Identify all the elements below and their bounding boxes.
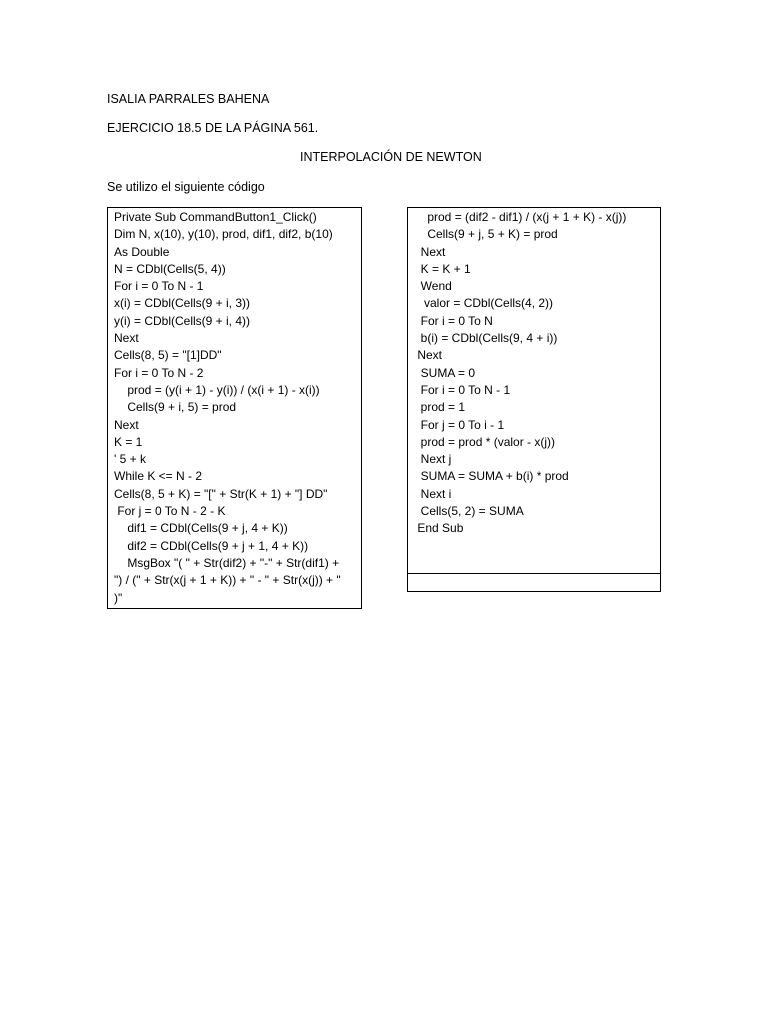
table-divider [408,573,660,574]
code-line: SUMA = SUMA + b(i) * prod [414,469,569,484]
code-line: N = CDbl(Cells(5, 4)) [114,261,226,276]
code-line: dif2 = CDbl(Cells(9 + j + 1, 4 + K)) [114,538,309,553]
code-line: For i = 0 To N - 2 [114,365,204,380]
intro-text: Se utilizo el siguiente código [107,180,265,194]
code-line: Wend [414,279,452,294]
code-line: y(i) = CDbl(Cells(9 + i, 4)) [114,313,251,328]
code-line: For j = 0 To i - 1 [414,417,505,432]
code-line: SUMA = 0 [414,365,476,380]
code-line: K = K + 1 [414,261,471,276]
code-line: MsgBox "( " + Str(dif2) + "-" + Str(dif1) + [114,555,340,570]
code-line: ' 5 + k [114,452,146,467]
code-line: x(i) = CDbl(Cells(9 + i, 3)) [114,296,251,311]
code-line: Next [114,417,139,432]
code-line: prod = prod * (valor - x(j)) [414,434,556,449]
exercise-reference: EJERCICIO 18.5 DE LA PÁGINA 561. [107,121,319,135]
code-lines-right [408,208,660,538]
code-line: For i = 0 To N - 1 [114,279,204,294]
code-line: As Double [114,244,170,259]
code-line: Next [114,331,139,346]
code-line: prod = (dif2 - dif1) / (x(j + 1 + K) - x(j)) [414,210,627,224]
code-line: End Sub [414,521,464,536]
code-line: Dim N, x(10), y(10), prod, dif1, dif2, b(10) [114,227,333,242]
code-line: Next j [414,452,452,467]
code-line: b(i) = CDbl(Cells(9, 4 + i)) [414,331,558,346]
code-line: Cells(5, 2) = SUMA [414,504,524,519]
code-line: prod = 1 [414,400,466,415]
code-line: Cells(9 + i, 5) = prod [114,400,237,415]
code-line: For j = 0 To N - 2 - K [114,504,226,519]
document-title: INTERPOLACIÓN DE NEWTON [300,150,482,164]
code-line: Cells(8, 5 + K) = "[" + Str(K + 1) + "] DD" [114,486,328,501]
code-line: Next i [414,486,452,501]
code-line: Cells(9 + j, 5 + K) = prod [414,227,558,242]
code-line: Next [414,244,446,259]
code-line: prod = (y(i + 1) - y(i)) / (x(i + 1) - x(i)) [114,382,320,397]
code-line: For i = 0 To N - 1 [414,382,511,397]
code-line: While K <= N - 2 [114,469,203,484]
code-line: For i = 0 To N [414,313,493,328]
code-box-left [107,207,362,609]
code-line: Cells(8, 5) = "[1]DD" [114,348,222,363]
code-line: Next [414,348,443,363]
code-line: valor = CDbl(Cells(4, 2)) [414,296,554,311]
code-line: ") / (" + Str(x(j + 1 + K)) + " - " + Str(x(j)) + " [114,573,341,588]
author-name: ISALIA PARRALES BAHENA [107,92,270,106]
code-line: Private Sub CommandButton1_Click() [114,210,317,224]
code-lines-left [114,209,357,607]
code-box-right [407,207,661,592]
code-line: dif1 = CDbl(Cells(9 + j, 4 + K)) [114,521,288,536]
code-line: )" [114,590,123,605]
code-line: K = 1 [114,434,143,449]
